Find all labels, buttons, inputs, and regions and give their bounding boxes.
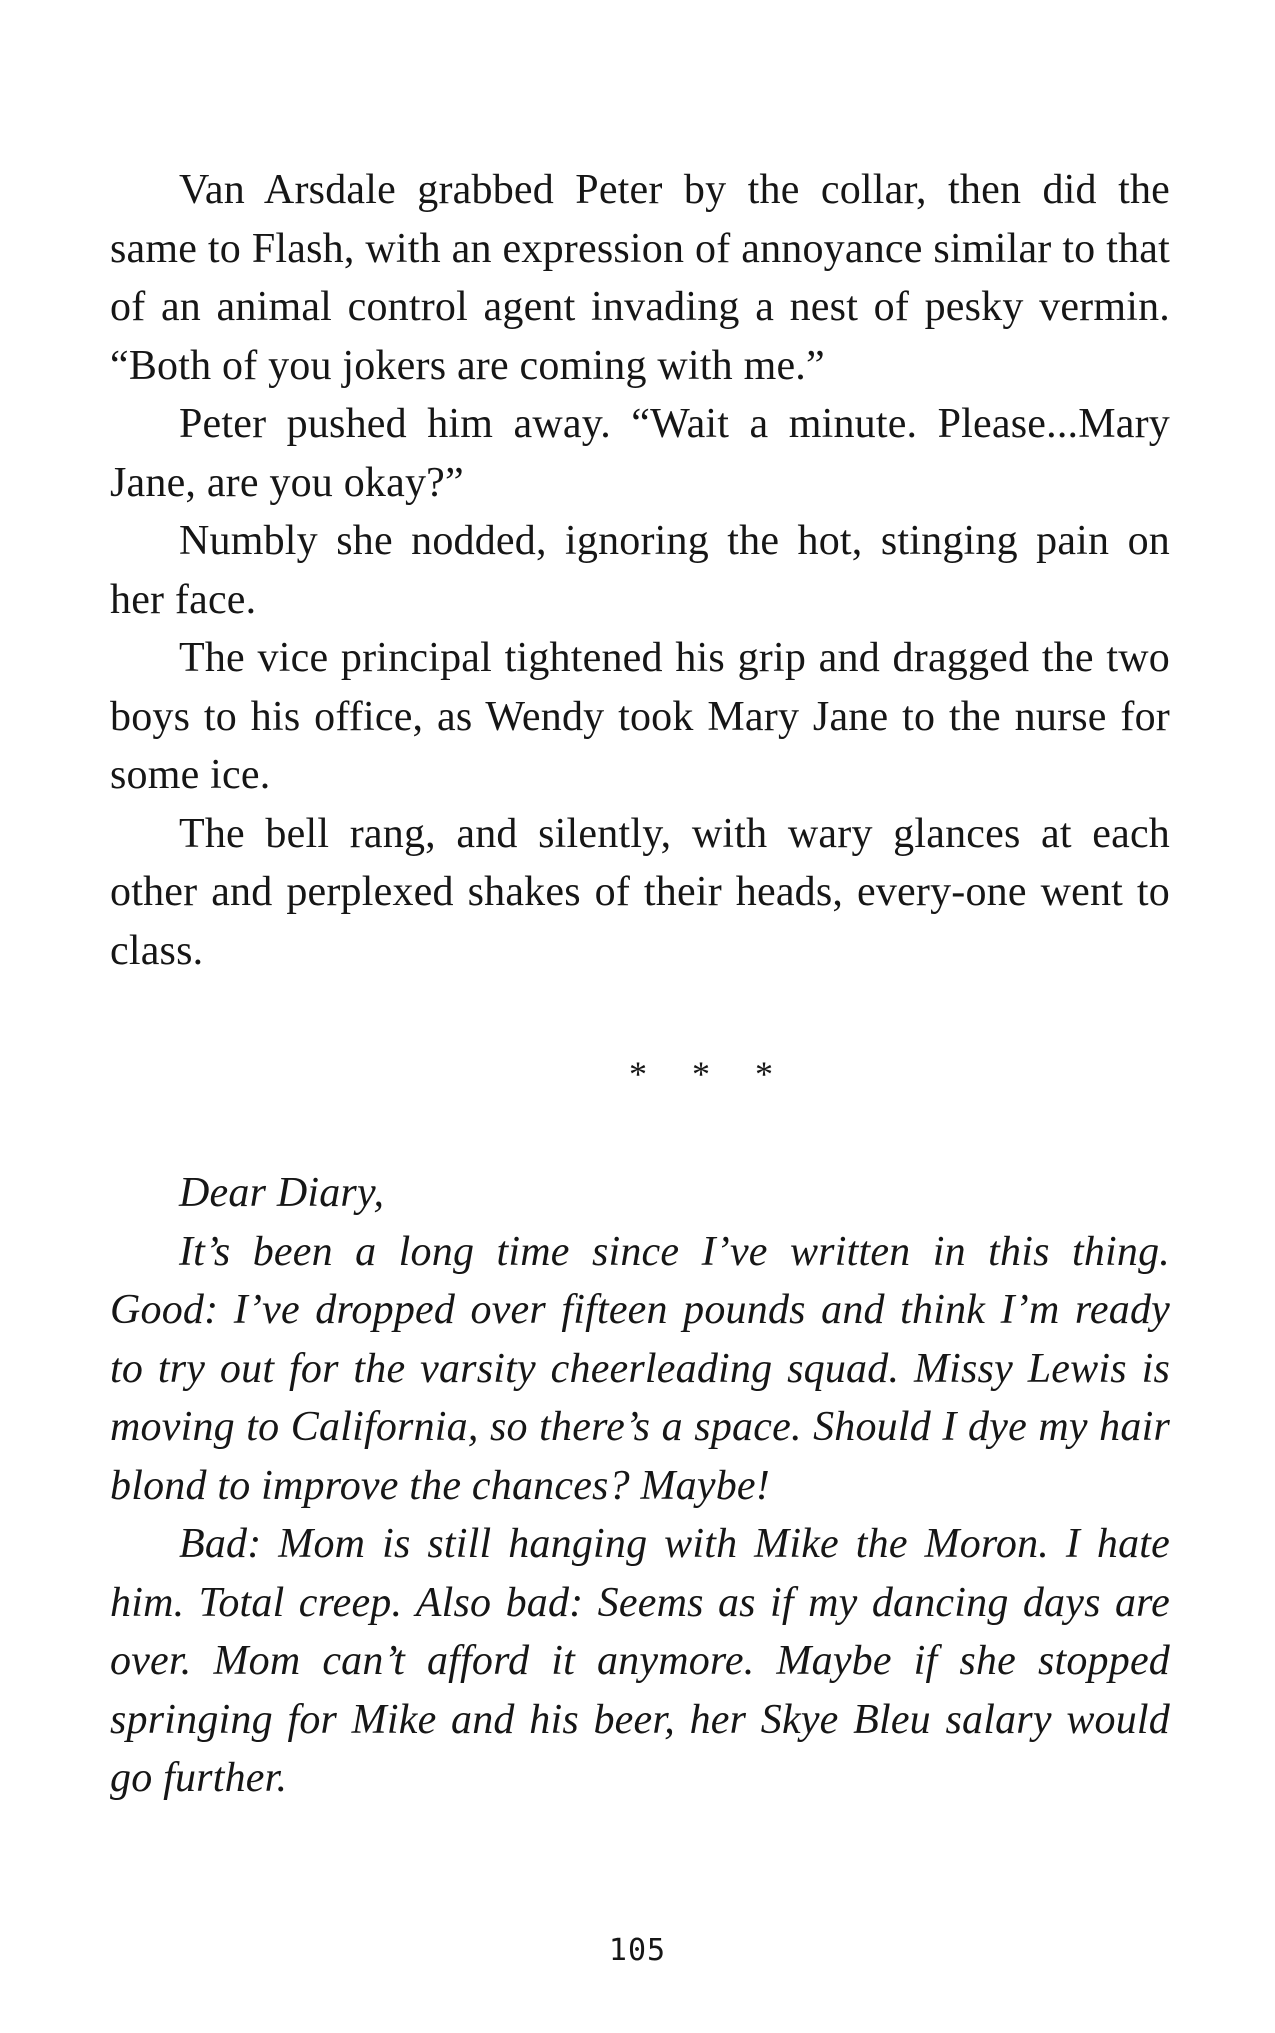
page-number: 105 (608, 1933, 667, 1968)
diary-paragraph: Bad: Mom is still hanging with Mike the Moron. I hate him. Total creep. Also bad: Seems as if my dancing days are over. Mom can’t afford it anymore. Maybe if she stopped springing for Mike and his beer, her Skye Bleu salary would go further. (110, 1521, 1170, 1801)
diary-paragraph: It’s been a long time since I’ve written in this thing. Good: I’ve dropped over fifteen pounds and think I’m ready to try out for the varsity cheerleading squad. Missy Lewis is moving to California, so there’s a space. Should I dye my hair blond to improve the chances? Maybe! (110, 1228, 1170, 1509)
diary-salutation: Dear Diary, (179, 1170, 385, 1216)
narrative-paragraph: The bell rang, and silently, with wary glances at each other and perplexed shakes of their heads, every-one went to class. (110, 810, 1170, 974)
narrative-paragraph: Peter pushed him away. “Wait a minute. Please...Mary Jane, are you okay?” (110, 401, 1170, 506)
narrative-section (110, 161, 1170, 980)
narrative-paragraph: The vice principal tightened his grip and dragged the two boys to his office, as Wendy took Mary Jane to the nurse for some ice. (110, 635, 1170, 798)
narrative-paragraph: Numbly she nodded, ignoring the hot, stinging pain on her face. (110, 518, 1170, 623)
scene-break: * * * (629, 1054, 791, 1094)
narrative-paragraph: Van Arsdale grabbed Peter by the collar, then did the same to Flash, with an expression of annoyance similar to that of an animal control agent invading a nest of pesky vermin. “Both of you jokers are coming with me.” (110, 167, 1170, 389)
diary-entry (110, 1164, 1170, 1808)
